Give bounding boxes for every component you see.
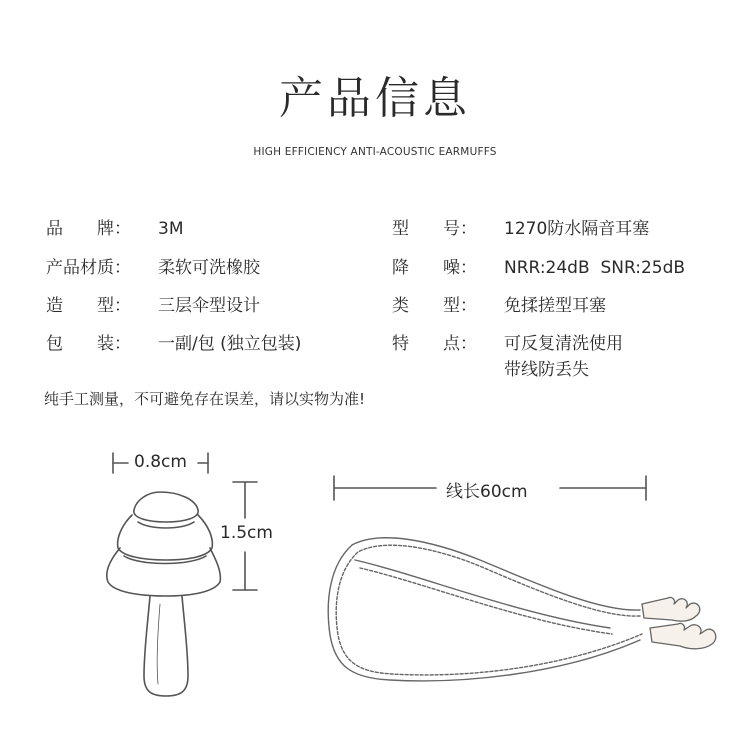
page-subtitle: HIGH EFFICIENCY ANTI-ACOUSTIC EARMUFFS: [253, 146, 497, 158]
spec-feature-value-line2: 带线防丢失: [504, 360, 589, 380]
spec-noise-label: 降 噪：: [392, 258, 477, 278]
spec-shape-label: 造 型：: [46, 296, 131, 316]
spec-material-value: 柔软可洗橡胶: [158, 258, 260, 278]
spec-type-value: 免揉搓型耳塞: [504, 296, 606, 316]
height-dimension-label: 1.5cm: [220, 523, 273, 543]
earplug-stem: [144, 596, 188, 696]
spec-model-label: 型 号：: [392, 219, 477, 239]
spec-feature-value-line1: 可反复清洗使用: [504, 334, 623, 354]
earplug-flange-top-inner: [138, 522, 194, 528]
spec-brand-value: 3M: [158, 219, 184, 239]
measurement-note: 纯手工测量，不可避免存在误差，请以实物为准!: [44, 390, 366, 408]
cord-cross-b: [360, 568, 612, 634]
small-earplug-top: [642, 597, 700, 621]
cord-loop: [328, 538, 642, 681]
earplug-stem-highlight: [157, 604, 160, 684]
spec-type-label: 类 型：: [392, 296, 477, 316]
spec-package-value: 一副/包 (独立包装): [158, 334, 302, 354]
spec-shape-value: 三层伞型设计: [158, 296, 260, 316]
spec-package-label: 包 装：: [46, 334, 131, 354]
cord-length-label: 线长60cm: [444, 477, 530, 502]
small-earplug-bottom: [650, 623, 716, 648]
spec-model-value: 1270防水隔音耳塞: [504, 219, 650, 239]
spec-brand-label: 品 牌：: [46, 219, 131, 239]
spec-material-label: 产品材质：: [46, 258, 131, 278]
cord-cross-a: [355, 560, 610, 628]
cord-earplugs: [642, 597, 716, 648]
earplug-flange-top: [134, 492, 198, 522]
spec-noise-value: NRR:24dB SNR:25dB: [504, 258, 686, 278]
spec-feature-label: 特 点：: [392, 334, 477, 354]
page-title: 产品信息: [279, 73, 471, 124]
width-dimension-label: 0.8cm: [134, 452, 187, 472]
